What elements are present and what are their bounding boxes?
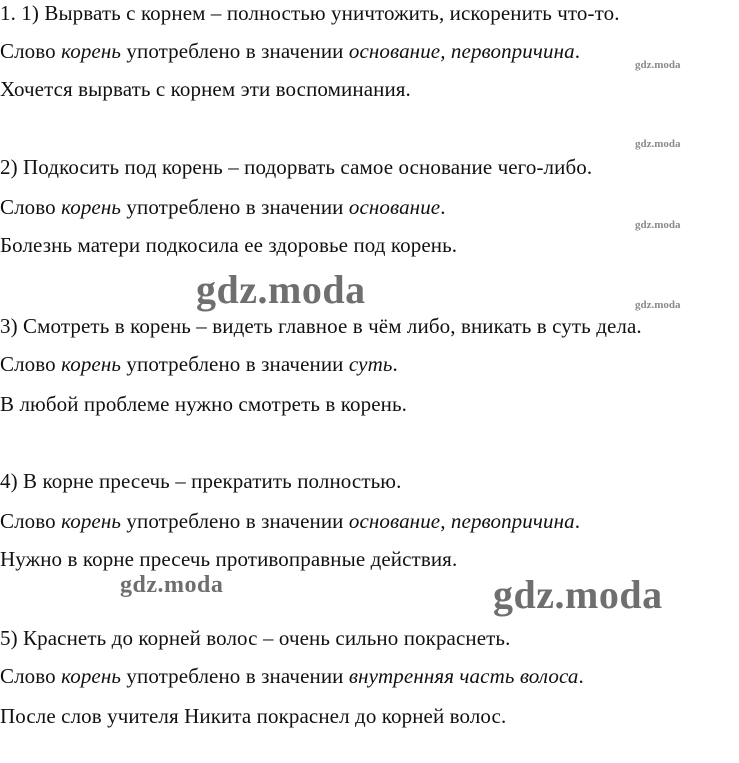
section-4-example: Нужно в корне пресечь противоправные действия. [0, 547, 458, 571]
watermark-large: gdz.moda [196, 267, 366, 312]
section-3-meaning: Слово корень употреблено в значении суть. [0, 352, 398, 376]
section-1-meaning: Слово корень употреблено в значении основание, первопричина. [0, 39, 581, 63]
section-4-meaning: Слово корень употреблено в значении основание, первопричина. [0, 509, 581, 533]
section-5-heading: 5) Краснеть до корней волос – очень сильно покраснеть. [0, 626, 511, 650]
section-1-example: Хочется вырвать с корнем эти воспоминания. [0, 77, 411, 101]
watermark-large: gdz.moda [120, 572, 224, 598]
section-5-meaning: Слово корень употреблено в значении внутренняя часть волоса. [0, 664, 584, 688]
watermark-small: gdz.moda [635, 59, 681, 71]
watermark-small: gdz.moda [635, 299, 681, 311]
section-4-heading: 4) В корне пресечь – прекратить полностью. [0, 469, 402, 493]
section-5-example: После слов учителя Никита покраснел до корней волос. [0, 704, 507, 728]
section-3-example: В любой проблеме нужно смотреть в корень. [0, 392, 407, 416]
watermark-small: gdz.moda [635, 219, 681, 231]
section-2-meaning: Слово корень употреблено в значении основание. [0, 195, 446, 219]
section-2-example: Болезнь матери подкосила ее здоровье под корень. [0, 233, 458, 257]
section-2-heading: 2) Подкосить под корень – подорвать самое основание чего-либо. [0, 155, 593, 179]
section-1-heading: 1. 1) Вырвать с корнем – полностью уничтожить, искоренить что-то. [0, 1, 620, 25]
section-3-heading: 3) Смотреть в корень – видеть главное в чём либо, вникать в суть дела. [0, 314, 642, 338]
watermark-small: gdz.moda [635, 138, 681, 150]
watermark-large: gdz.moda [493, 572, 663, 617]
